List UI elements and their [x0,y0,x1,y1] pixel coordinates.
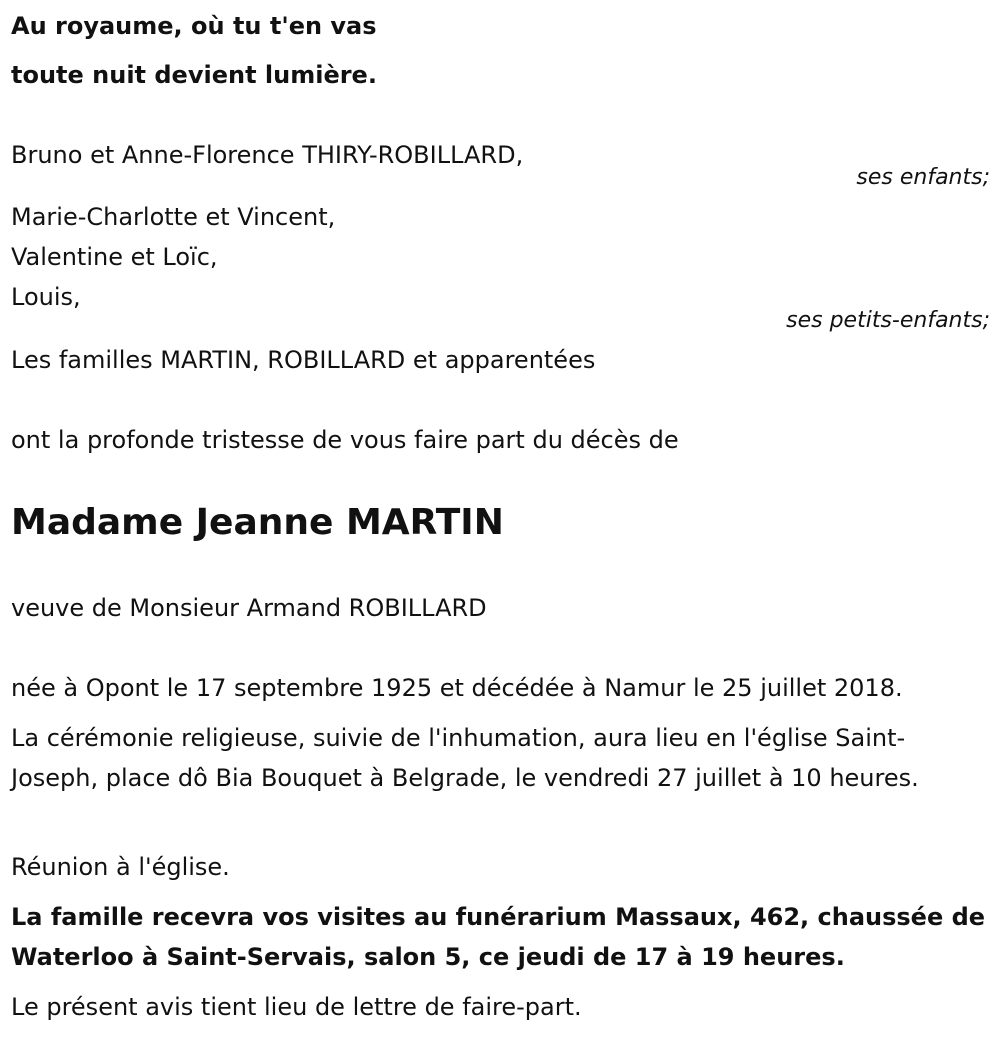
deceased-name: Madame Jeanne MARTIN [11,502,504,543]
meeting-text: Réunion à l'église. [11,853,230,881]
grandchild-line-1: Marie-Charlotte et Vincent, [11,203,336,231]
children-names: Bruno et Anne-Florence THIRY-ROBILLARD, [11,141,524,169]
widow-of: veuve de Monsieur Armand ROBILLARD [11,594,487,622]
birth-death: née à Opont le 17 septembre 1925 et décédée à Namur le 25 juillet 2018. [11,674,903,702]
poem-line-2: toute nuit devient lumière. [11,61,377,89]
grandchild-line-3: Louis, [11,283,81,311]
grandchildren-role: ses petits-enfants; [786,308,990,333]
visits-paragraph: La famille recevra vos visites au funérarium Massaux, 462, chaussée de Waterloo à Saint-Servais, salon 5, ce jeudi de 17 à 19 heures. [11,903,986,971]
children-role: ses enfants; [856,165,990,190]
ceremony-paragraph: La cérémonie religieuse, suivie de l'inhumation, aura lieu en l'église Saint-Joseph, place dô Bia Bouquet à Belgrade, le vendredi 27 juillet à 10 heures. [11,724,919,792]
other-families: Les familles MARTIN, ROBILLARD et apparentées [11,346,596,374]
closing-text: Le présent avis tient lieu de lettre de faire-part. [11,993,582,1021]
poem-line-1: Au royaume, où tu t'en vas [11,12,377,40]
grandchild-line-2: Valentine et Loïc, [11,243,218,271]
announcement-text: ont la profonde tristesse de vous faire part du décès de [11,426,679,454]
